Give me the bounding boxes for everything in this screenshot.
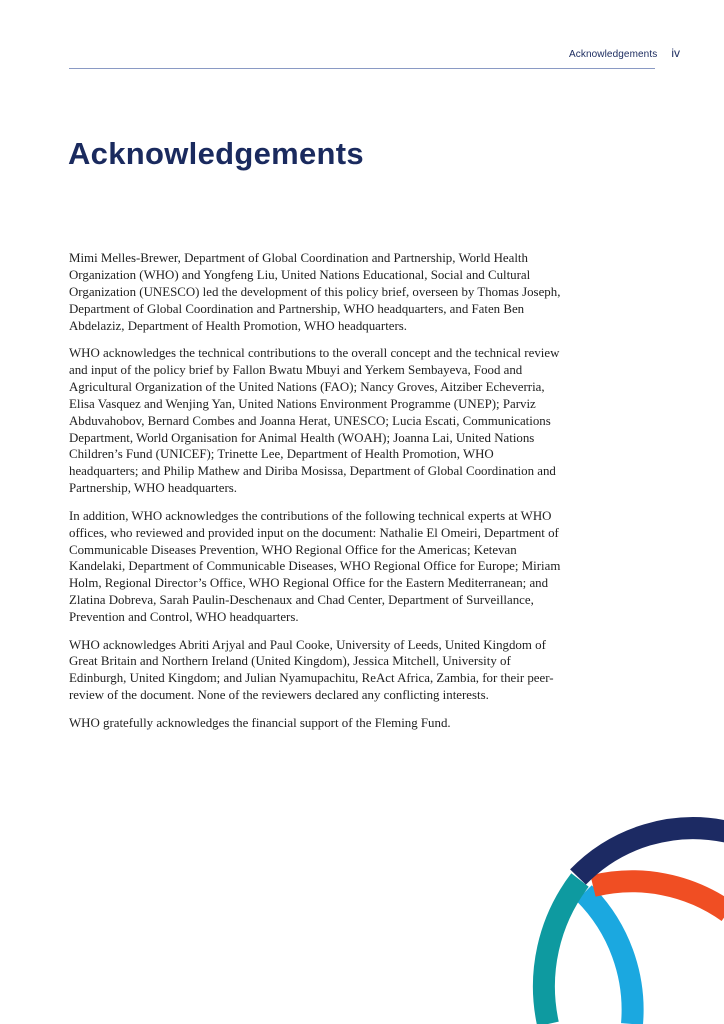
running-header — [569, 46, 680, 60]
page-title: Acknowledgements — [68, 136, 364, 171]
paragraph-who-offices: In addition, WHO acknowledges the contributions of the following technical experts at WHO offices, who reviewed and provided input on the document: Nathalie El Omeiri, Department of Communicable Diseases Prevention, WHO Regional Office for the Americas; Ketevan Kandelaki, Department of Communicable Diseases, WHO Regional Office for Europe; Miriam Holm, Regional Director’s Office, WHO Regional Office for the Eastern Mediterranean; and Zlatina Dobreva, Sarah Paulin-Deschenaux and Chad Center, Department of Surveillance, Prevention and Control, WHO headquarters. — [69, 508, 561, 625]
ring-sky-segment — [584, 893, 633, 1024]
ring-teal-segment — [544, 880, 580, 1024]
body-text — [69, 250, 565, 742]
paragraph-leads: Mimi Melles-Brewer, Department of Global Coordination and Partnership, World Health Organization (WHO) and Yongfeng Liu, United Nations Educational, Social and Cultural Organization (UNESCO) led the development of this policy brief, overseen by Thomas Joseph, Department of Global Coordination and Partnership, WHO headquarters, and Faten Ben Abdelaziz, Department of Health Promotion, WHO headquarters. — [69, 251, 561, 333]
paragraph-funding: WHO gratefully acknowledges the financial support of the Fleming Fund. — [69, 715, 451, 730]
running-header-title: Acknowledgements — [569, 49, 658, 60]
page-number: iv — [671, 46, 680, 60]
ring-navy-segment — [578, 828, 724, 877]
paragraph-technical-contributions: WHO acknowledges the technical contributions to the overall concept and the technical review and input of the policy brief by Fallon Bwatu Mbuyi and Yerkem Sembayeva, Food and Agricultural Organization of the United Nations (FAO); Nancy Groves, Aitziber Echeverria, Elisa Vasquez and Wenjing Yan, United Nations Environment Programme (UNEP); Parviz Abduvahobov, Bernard Combes and Joanna Herat, UNESCO; Lucia Escati, Communications Department, World Organisation for Animal Health (WOAH); Joanna Lai, United Nations Children’s Fund (UNICEF); Trinette Lee, Department of Health Promotion, WHO headquarters; and Philip Mathew and Diriba Mosissa, Department of Global Coordination and Partnership, WHO headquarters. — [69, 346, 560, 496]
header-divider — [69, 68, 655, 69]
ring-orange-segment — [593, 881, 724, 912]
paragraph-peer-review: WHO acknowledges Abriti Arjyal and Paul Cooke, University of Leeds, United Kingdom of Great Britain and Northern Ireland (United Kingdom), Jessica Mitchell, University of Edinburgh, United Kingdom; and Julian Nyamupachitu, ReAct Africa, Zambia, for their peer-review of the document. None of the reviewers declared any conflicting interests. — [69, 637, 554, 703]
